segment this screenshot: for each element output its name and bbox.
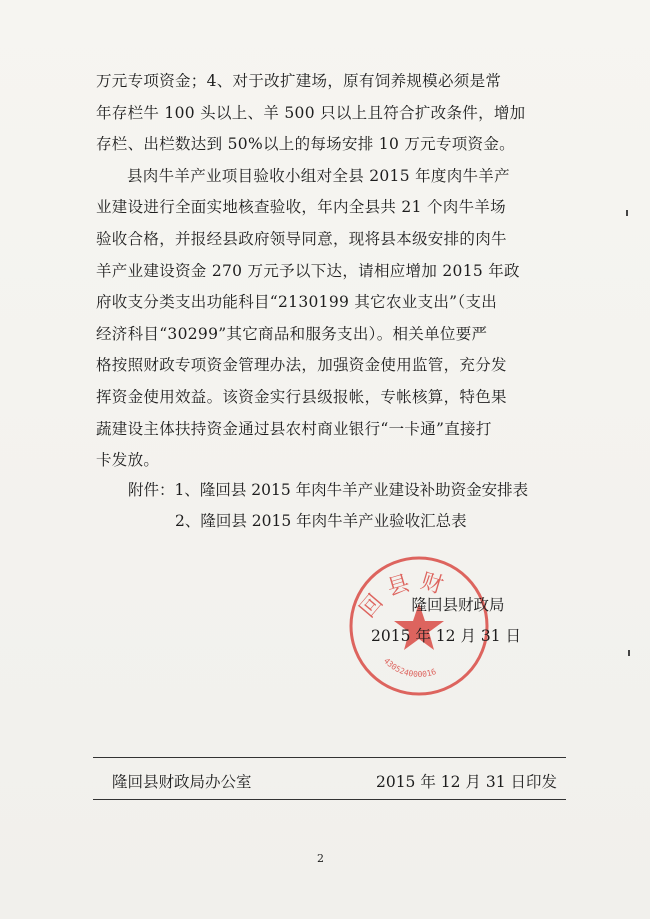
body-line: 存栏、出栏数达到 50%以上的每场安排 10 万元专项资金。 [96,135,515,154]
signature-block [371,590,522,652]
body-line: 蔬建设主体扶持资金通过县农村商业银行“一卡通”直接打 [96,419,492,438]
footer-print-date: 2015 年 12 月 31 日印发 [375,773,557,791]
body-line: 羊产业建设资金 270 万元予以下达，请相应增加 2015 年政 [96,261,520,280]
attachment-line-1: 附件：1、隆回县 2015 年肉牛羊产业建设补助资金安排表 [128,481,529,499]
body-line: 格按照财政专项资金管理办法，加强资金使用监管，充分发 [96,356,507,375]
page-number: 2 [317,852,324,865]
issue-date: 2015 年 12 月 31 日 [371,627,522,645]
seal-number: 430524000016 [381,656,438,680]
attachments [128,475,528,537]
body-line: 县肉牛羊产业项目验收小组对全县 2015 年度肉牛羊产 [127,166,510,185]
body-line: 卡发放。 [96,451,160,470]
scan-mark [626,210,628,216]
scan-mark [628,650,630,656]
body-line: 验收合格，并报经县政府领导同意，现将县本级安排的肉牛 [96,229,507,248]
body-line: 年存栏牛 100 头以上、羊 500 只以上且符合扩改条件，增加 [96,103,526,122]
body-line: 万元专项资金；4、对于改扩建场，原有饲养规模必须是常 [96,72,502,90]
issuer-name: 隆回县财政局 [411,596,505,614]
footer-office: 隆回县财政局办公室 [112,773,252,791]
body-text [96,66,564,477]
body-line: 经济科目“30299”其它商品和服务支出）。相关单位要严 [96,324,488,343]
body-line: 业建设进行全面实地核查验收，年内全县共 21 个肉牛羊场 [96,198,506,217]
footer-top-rule [93,757,566,758]
footer-bottom-rule [93,799,566,800]
body-line: 挥资金使用效益。该资金实行县级报帐，专帐核算，特色果 [96,387,507,406]
seal-text: 回县财 [355,568,454,623]
attachment-line-2: 2、隆回县 2015 年肉牛羊产业验收汇总表 [175,512,467,530]
svg-text:430524000016 [382,656,438,679]
body-line: 府收支分类支出功能科目“2130199 其它农业支出”（支出 [96,293,498,312]
